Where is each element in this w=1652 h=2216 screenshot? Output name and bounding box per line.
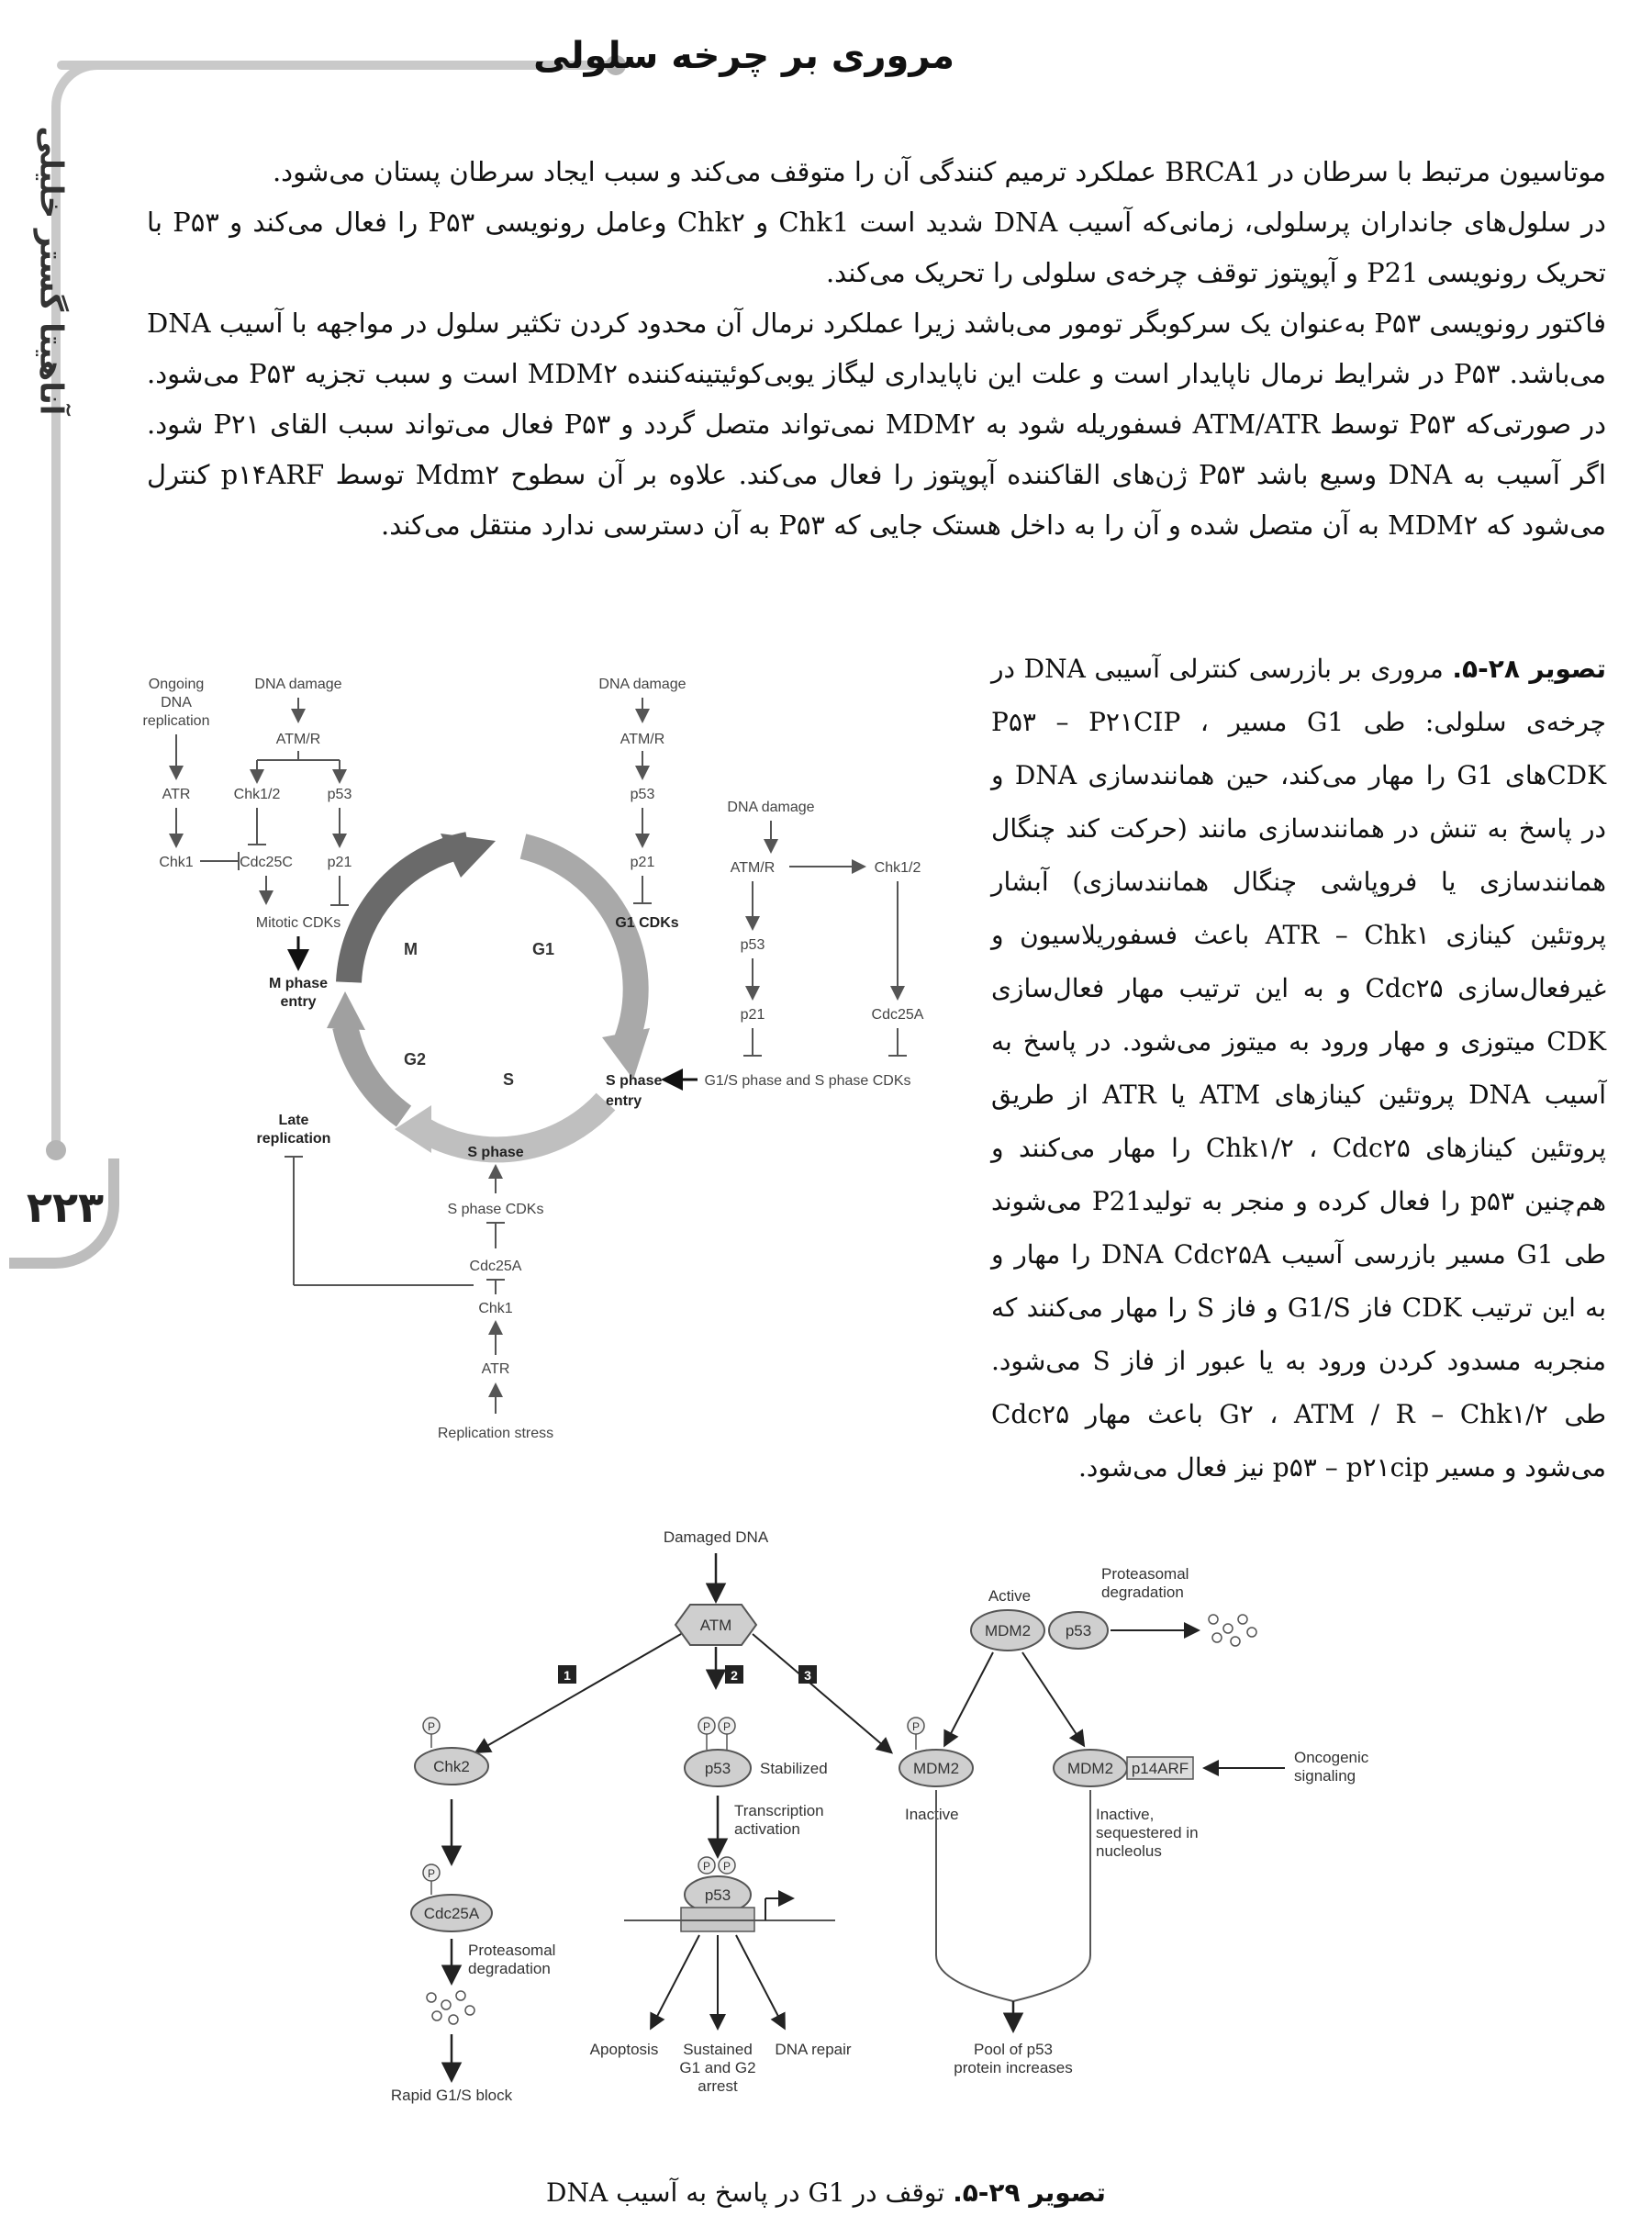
- label-dna: DNA: [161, 695, 192, 711]
- figure1-caption-label: تصویر ۲۸-۵.: [1452, 654, 1606, 684]
- label-p21: p21: [327, 855, 352, 870]
- label-mdm2-inactive: MDM2: [912, 1760, 960, 1777]
- phospho-p53-a: P: [702, 1720, 711, 1733]
- page-number: ۲۲۳: [26, 1182, 105, 1232]
- label-inactive2: Inactive,: [1096, 1806, 1155, 1823]
- label-active: Active: [988, 1587, 1032, 1605]
- label-p21-s: p21: [740, 1007, 765, 1023]
- label-sequestered: sequestered in: [1096, 1824, 1199, 1841]
- label-rapid-block: Rapid G1/S block: [390, 2087, 513, 2104]
- phospho-chk2: P: [427, 1720, 436, 1733]
- label-cdc25a-s: Cdc25A: [469, 1259, 522, 1274]
- label-inactive: Inactive: [905, 1806, 959, 1823]
- label-dna-damage: DNA damage: [254, 677, 342, 692]
- label-transcription: Transcription: [734, 1802, 824, 1819]
- phospho-mdm2: P: [911, 1720, 921, 1733]
- label-s-phase-entry-1: S phase: [606, 1073, 663, 1089]
- label-cdc25c: Cdc25C: [240, 855, 293, 870]
- label-chk1-2: Chk1/2: [233, 787, 281, 802]
- figure-g1-arrest-dna-damage: [340, 1524, 1441, 2148]
- phase-m: M: [404, 940, 418, 958]
- label-dna-repair: DNA repair: [775, 2041, 852, 2058]
- label-signaling: signaling: [1294, 1767, 1356, 1785]
- label-s-phase-cdks: S phase CDKs: [447, 1202, 544, 1217]
- label-damaged-dna: Damaged DNA: [663, 1528, 769, 1546]
- label-s-phase-entry-2: entry: [606, 1093, 642, 1109]
- step-3: 3: [804, 1668, 811, 1683]
- label-atm-r: ATM/R: [275, 732, 321, 747]
- label-late: Late: [278, 1113, 309, 1128]
- label-replication: replication: [142, 713, 210, 729]
- phospho-p53-d: P: [722, 1860, 731, 1873]
- step-1: 1: [564, 1668, 571, 1683]
- label-ongoing: Ongoing: [148, 677, 205, 692]
- phospho-cdc25a: P: [427, 1867, 436, 1880]
- phase-s: S: [503, 1070, 515, 1089]
- body-text: [147, 147, 1606, 551]
- paragraph: فاکتور رونویسی P۵۳ به‌عنوان یک سرکوبگر تومور می‌باشد زیرا عملکرد نرمال آن محدود کردن تکثیر سلول در مواجهه با آسیب DNA می‌باشد. P۵۳ در شرایط نرمال ناپایدار است و علت این ناپایداری لیگاز یوبی‌کوئیتینه‌کننده MDM۲ است و سبب تجزیه P۵۳ می‌شود. در صورتی‌که P۵۳ توسط ATM/ATR فسفوریله شود به MDM۲ نمی‌تواند متصل گردد و P۵۳ فعال می‌تواند سبب القای P۲۱ شود. اگر آسیب به DNA وسیع باشد P۵۳ ژن‌های القاکننده آپوپتوز را فعال می‌کند. علاوه بر آن سطوح Mdm۲ توسط p۱۴ARF کنترل می‌شود که MDM۲ به آن متصل شده و آن را به داخل هستک جایی که P۵۳ به آن دسترسی ندارد منتقل می‌کند.: [147, 308, 1606, 541]
- figure-cell-cycle-checkpoints: [128, 661, 973, 1450]
- paragraph: موتاسیون مرتبط با سرطان در BRCA1 عملکرد ترمیم کنندگی آن را متوقف می‌کند و سبب ایجاد سرطان پستان می‌شود.: [272, 156, 1606, 187]
- label-atr-s: ATR: [481, 1361, 510, 1377]
- figure2-caption: [0, 2177, 1652, 2208]
- label-arrest: arrest: [698, 2077, 738, 2095]
- paragraph: در سلول‌های جانداران پرسلولی، زمانی‌که آسیب DNA شدید است Chk1 و Chk۲ وعامل رونویسی P۵۳ را فعال می‌کند و P۵۳ با تحریک رونویسی P21 و آپوپتوز توقف چرخه‌ی سلولی را تحریک می‌کند.: [147, 207, 1606, 288]
- label-chk1-2-s: Chk1/2: [874, 860, 921, 876]
- phospho-p53-c: P: [702, 1860, 711, 1873]
- label-mdm2-active: MDM2: [984, 1622, 1032, 1640]
- figure1-caption: [991, 643, 1606, 1494]
- label-chk1: Chk1: [159, 855, 194, 870]
- label-pool: Pool of p53: [973, 2041, 1054, 2058]
- phospho-p53-b: P: [722, 1720, 731, 1733]
- author-name: آناهیتا گستر خلیلی: [32, 126, 69, 416]
- author-vertical: [9, 119, 92, 422]
- label-m-phase: M phase: [268, 976, 329, 991]
- label-sustained: Sustained: [683, 2041, 753, 2058]
- label-replication-stress: Replication stress: [437, 1426, 554, 1441]
- label-p21-g1: p21: [630, 855, 655, 870]
- label-p53-active: p53: [1065, 1622, 1092, 1640]
- chapter-title: مروری بر چرخه سلولی: [533, 35, 954, 77]
- step-2: 2: [731, 1668, 738, 1683]
- frame-dot-bottom: [46, 1140, 66, 1160]
- label-p53-s: p53: [740, 937, 765, 953]
- label-stabilized: Stabilized: [760, 1760, 828, 1777]
- label-mitotic-cdks: Mitotic CDKs: [255, 915, 341, 931]
- label-p14arf: p14ARF: [1131, 1760, 1189, 1777]
- label-atm-r-s: ATM/R: [730, 860, 776, 876]
- label-apoptosis: Apoptosis: [589, 2041, 659, 2058]
- label-g1g2: G1 and G2: [679, 2059, 756, 2076]
- label-mdm2-seq: MDM2: [1066, 1760, 1114, 1777]
- label-p53-dna: p53: [704, 1886, 731, 1904]
- label-g1s-s-cdks: G1/S phase and S phase CDKs: [704, 1073, 911, 1089]
- label-oncogenic: Oncogenic: [1294, 1749, 1369, 1766]
- label-chk1-s: Chk1: [478, 1301, 513, 1316]
- label-dna-damage-g1: DNA damage: [598, 677, 686, 692]
- label-late-replication: replication: [256, 1131, 331, 1147]
- label-proteasomal-top: Proteasomal: [1101, 1565, 1189, 1583]
- figure2-caption-text: توقف در G1 در پاسخ به آسیب DNA: [546, 2177, 945, 2208]
- label-proteasomal-left: Proteasomal: [468, 1942, 556, 1959]
- label-atr: ATR: [162, 787, 191, 802]
- label-atm-r-g1: ATM/R: [620, 732, 665, 747]
- label-degradation-left: degradation: [468, 1960, 551, 1977]
- label-cdc25a: Cdc25A: [871, 1007, 924, 1023]
- label-chk2: Chk2: [433, 1758, 470, 1775]
- figure2-caption-label: تصویر ۲۹-۵.: [953, 2177, 1106, 2208]
- label-degradation-top: degradation: [1101, 1584, 1184, 1601]
- label-nucleolus: nucleolus: [1096, 1842, 1162, 1860]
- phase-g2: G2: [404, 1050, 427, 1069]
- figure1-caption-text: مروری بر بازرسی کنترلی آسیبی DNA در چرخه‌ی سلولی: طی G1 مسیر P۵۳ – P۲۱CIP ، CDKهای G1 را مهار می‌کند، حین همانندسازی DNA و در پاسخ به تنش در همانندسازی مانند (حرکت کند چنگال همانندسازی یا فروپاشی چنگال همانندسازی) آبشار پروتئین کینازی ATR – Chk۱ باعث فسفوریلاسیون و غیرفعال‌سازی Cdc۲۵ و به این ترتیب مهار فعال‌سازی CDK میتوزی و مهار ورود به میتوز می‌شود. در پاسخ به آسیب DNA پروتئین کینازهای ATM یا ATR از طریق پروتئین کینازهای Chk۱/۲ ، Cdc۲۵ را مهار می‌کنند و هم‌چنین p۵۳ را فعال کرده و منجر به تولیدP21 می‌شوند طی G1 مسیر بازرسی آسیب DNA Cdc۲۵A را مهار و به این ترتیب CDK فاز G1/S و فاز S را مهار می‌کنند که منجربه مسدود کردن ورود به یا عبور از فاز S می‌شود. طی G۲ ، ATM / R – Chk۱/۲ باعث مهار Cdc۲۵ می‌شود و مسیر p۵۳ – p۲۱cip نیز فعال می‌شود.: [991, 654, 1607, 1483]
- label-cdc25a: Cdc25A: [423, 1905, 480, 1922]
- label-p53: p53: [327, 787, 352, 802]
- label-protein-increases: protein increases: [954, 2059, 1073, 2076]
- label-m-entry: entry: [280, 994, 317, 1010]
- phase-g1: G1: [532, 940, 555, 958]
- label-p53-stabilized: p53: [704, 1760, 731, 1777]
- label-dna-damage-s: DNA damage: [727, 800, 815, 815]
- label-atm: ATM: [699, 1617, 732, 1634]
- label-activation: activation: [734, 1820, 800, 1838]
- label-s-phase: S phase: [467, 1145, 524, 1160]
- label-p53-g1: p53: [630, 787, 655, 802]
- label-g1-cdks: G1 CDKs: [615, 915, 679, 931]
